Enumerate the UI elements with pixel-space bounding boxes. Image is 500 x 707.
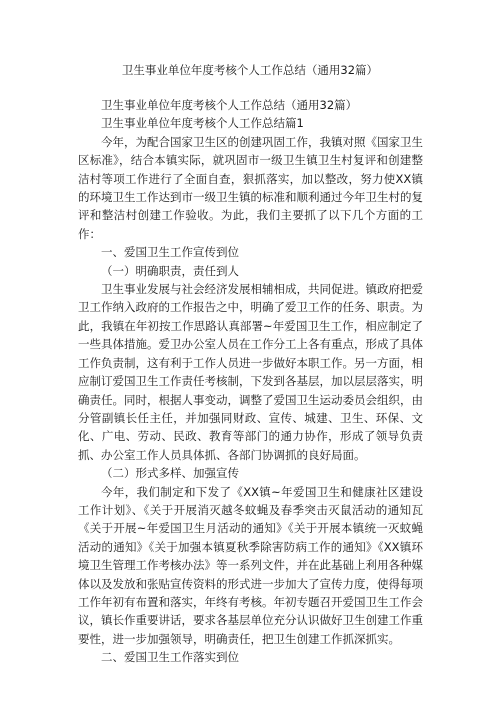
intro-paragraph: 今年，为配合国家卫生区的创建巩固工作，我镇对照《国家卫生区标准》，结合本镇实际，就巩固市一级卫生镇卫生村复评和创建整洁村等项工作进行了全面自查，狠抓落实，加以整改，努力使XX镇的环境卫生工作达到市一级卫生镇的标准和顺利通过今年卫生村的复评和整洁村创建工作验收。为此，我们主要抓了以下几个方面的工作： <box>78 134 423 241</box>
section-heading-1: 一、爱国卫生工作宣传到位 <box>101 245 239 260</box>
document-subtitle: 卫生事业单位年度考核个人工作总结（通用32篇） <box>101 98 358 112</box>
subsection-heading-1: （一）明确职责，责任到人 <box>101 263 239 278</box>
section-heading-2: 二、爱国卫生工作落实到位 <box>101 650 239 665</box>
article-heading: 卫生事业单位年度考核个人工作总结篇1 <box>101 116 304 131</box>
document-body <box>78 96 423 667</box>
subsection-body-2: 今年，我们制定和下发了《XX镇~年爱国卫生和健康社区建设工作计划》、《关于开展消灭越冬蚊蝇及春季突击灭鼠活动的通知瓦《关于开展~年爱国卫生月活动的通知》《关于开展本镇统一灭蚊蝇活动的通知》《关于加强本镇夏秋季除害防病工作的通知》《XX镇环境卫生管理工作考核办法》等一系列文件，并在此基础上利用各种媒体以及发放和张贴宣传资料的形式进一步加大了宣传力度，使得每项工作年初有布置和落实，年终有考核。年初专题召开爱国卫生工作会议，镇长作重要讲话，要求各基层单位充分认识做好卫生创建工作重要性，进一步加强领导，明确责任，把卫生创建工作抓深抓实。 <box>78 484 423 646</box>
document-title: 卫生事业单位年度考核个人工作总结（通用32篇） <box>121 63 379 77</box>
subsection-heading-2: （二）形式多样、加强宣传 <box>101 466 239 481</box>
subsection-body-1: 卫生事业发展与社会经济发展相辅相成，共同促进。镇政府把爱卫工作纳入政府的工作报告之中，明确了爱卫工作的任务、职责。为此，我镇在年初按工作思路认真部署~年爱国卫生工作，相应制定了一些具体措施。爱卫办公室人员在工作分工上各有重点，形成了具体工作负责制，这有利于工作人员进一步做好本职工作。另一方面，相应制订爱国卫生工作责任考核制，下发到各基层，加以层层落实，明确责任。同时，根据人事变动，调整了爱国卫生运动委员会组织，由分管副镇长任主任，并加强同财政、宣传、城建、卫生、环保、文化、广电、劳动、民政、教育等部门的通力协作，形成了领导负责抓、办公室工作人员具体抓、各部门协调抓的良好局面。 <box>78 282 423 462</box>
